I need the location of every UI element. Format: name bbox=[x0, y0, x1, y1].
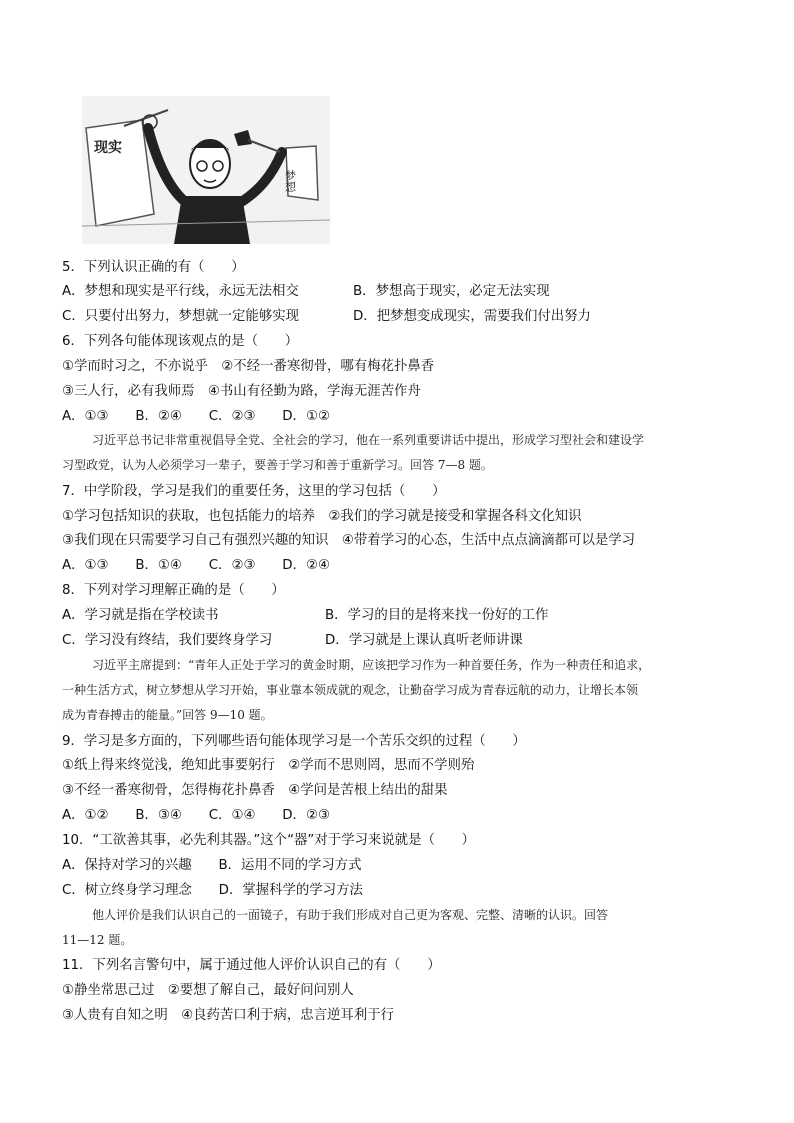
reality-board bbox=[86, 120, 154, 226]
q5-option-c: C．只要付出努力，梦想就一定能够实现 bbox=[62, 309, 299, 324]
passage-11-12 bbox=[62, 903, 734, 953]
passage-7-8-line-2: 习型政党，认为人必须学习一辈子，要善于学习和善于重新学习。回答 7—8 题。 bbox=[62, 458, 493, 472]
passage-11-12-line-2: 11—12 题。 bbox=[62, 933, 133, 947]
q11-statements-1-2: ①静坐常思己过 ②要想了解自己，最好问问别人 bbox=[62, 983, 354, 998]
q7-statements-3-4: ③我们现在只需要学习自己有强烈兴趣的知识 ④带着学习的心态，生活中点点滴滴都可以是学习 bbox=[62, 533, 636, 548]
passage-11-12-line-1: 他人评价是我们认识自己的一面镜子，有助于我们形成对自己更为客观、完整、清晰的认识。回答 bbox=[92, 908, 609, 922]
dream-label: 梦想 bbox=[283, 170, 297, 192]
cartoon-illustration bbox=[82, 96, 330, 244]
q8-stem: 8．下列对学习理解正确的是（ ） bbox=[62, 583, 285, 598]
q8-option-c: C．学习没有终结，我们要终身学习 bbox=[62, 633, 273, 648]
q9-stem: 9．学习是多方面的，下列哪些语句能体现学习是一个苦乐交织的过程（ ） bbox=[62, 734, 526, 749]
passage-9-10-line-2: 一种生活方式，树立梦想从学习开始，事业靠本领成就的观念，让勤奋学习成为青春远航的动力，让增长本领 bbox=[62, 683, 639, 697]
q11-stem: 11．下列名言警句中，属于通过他人评价认识自己的有（ ） bbox=[62, 958, 441, 973]
q7-statements-1-2: ①学习包括知识的获取，也包括能力的培养 ②我们的学习就是接受和掌握各科文化知识 bbox=[62, 509, 582, 524]
q7-stem: 7．中学阶段，学习是我们的重要任务，这里的学习包括（ ） bbox=[62, 484, 446, 499]
q6-statements-3-4: ③三人行，必有我师焉 ④书山有径勤为路，学海无涯苦作舟 bbox=[62, 384, 421, 399]
q5-option-b: B．梦想高于现实，必定无法实现 bbox=[353, 284, 550, 299]
reality-label: 现实 bbox=[94, 140, 122, 156]
passage-9-10 bbox=[62, 653, 734, 728]
q7-choices: A．①③ B．①④ C．②③ D．②④ bbox=[62, 558, 330, 573]
passage-7-8 bbox=[62, 428, 734, 478]
person-head bbox=[190, 140, 230, 188]
passage-9-10-line-1: 习近平主席提到：“青年人正处于学习的黄金时期，应该把学习作为一种首要任务，作为一种责任和追求， bbox=[92, 658, 651, 672]
q8-option-a: A．学习就是指在学校读书 bbox=[62, 608, 219, 623]
q9-statements-1-2: ①纸上得来终觉浅，绝知此事要躬行 ②学而不思则罔，思而不学则殆 bbox=[62, 758, 475, 773]
q6-choices: A．①③ B．②④ C．②③ D．①② bbox=[62, 409, 330, 424]
q10-stem: 10．“工欲善其事，必先利其器。”这个“器”对于学习来说就是（ ） bbox=[62, 833, 476, 848]
q5-option-d: D．把梦想变成现实，需要我们付出努力 bbox=[353, 309, 591, 324]
passage-7-8-line-1: 习近平总书记非常重视倡导全党、全社会的学习，他在一系列重要讲话中提出，形成学习型社会和建设学 bbox=[92, 433, 645, 447]
q6-stem: 6．下列各句能体现该观点的是（ ） bbox=[62, 334, 299, 349]
q10-options-a-b: A．保持对学习的兴趣 B．运用不同的学习方式 bbox=[62, 858, 362, 873]
q9-statements-3-4: ③不经一番寒彻骨，怎得梅花扑鼻香 ④学问是苦根上结出的甜果 bbox=[62, 783, 448, 798]
q10-options-c-d: C．树立终身学习理念 D．掌握科学的学习方法 bbox=[62, 883, 363, 898]
q5-stem: 5．下列认识正确的有（ ） bbox=[62, 260, 245, 275]
q8-option-b: B．学习的目的是将来找一份好的工作 bbox=[325, 608, 549, 623]
dream-board bbox=[284, 146, 319, 200]
q6-statements-1-2: ①学而时习之，不亦说乎 ②不经一番寒彻骨，哪有梅花扑鼻香 bbox=[62, 359, 435, 374]
q5-option-a: A．梦想和现实是平行线，永远无法相交 bbox=[62, 284, 299, 299]
q11-statements-3-4: ③人贵有自知之明 ④良药苦口利于病，忠言逆耳利于行 bbox=[62, 1008, 394, 1023]
q8-option-d: D．学习就是上课认真听老师讲课 bbox=[325, 633, 523, 648]
passage-9-10-line-3: 成为青春搏击的能量。”回答 9—10 题。 bbox=[62, 708, 273, 722]
q9-choices: A．①② B．③④ C．①④ D．②③ bbox=[62, 808, 330, 823]
